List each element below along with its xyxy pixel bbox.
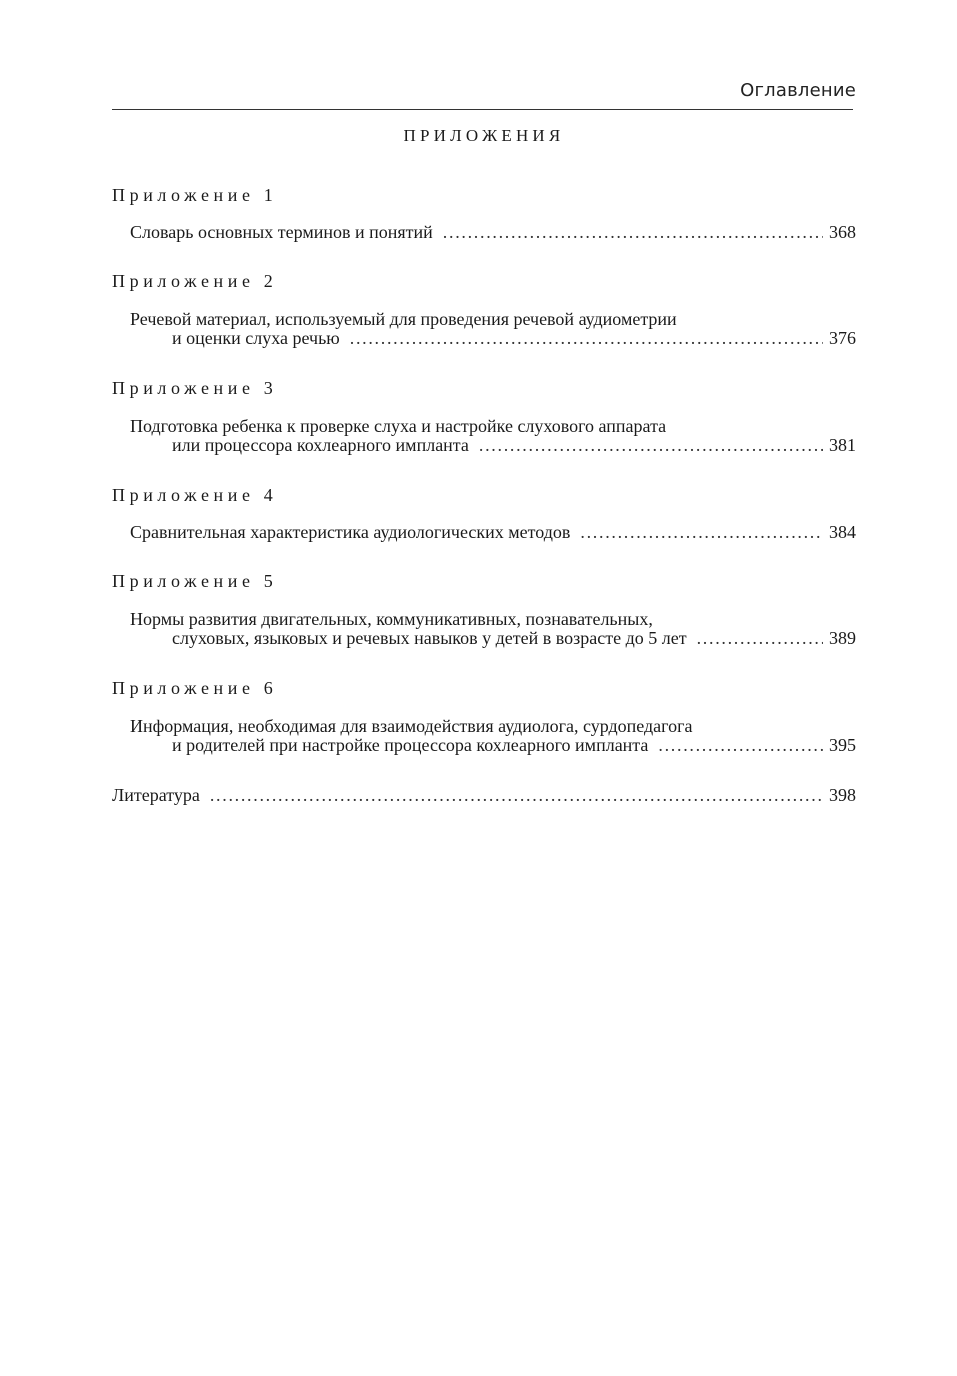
toc-entry-title-cont: и родителей при настройке процессора кохлеарного импланта <box>172 735 649 755</box>
dot-leader <box>350 329 823 348</box>
appendix-3-heading: Приложение 3 <box>112 378 278 398</box>
dot-leader <box>479 436 823 455</box>
running-head: Оглавление <box>740 80 856 101</box>
toc-entry-title: Информация, необходимая для взаимодействия аудиолога, сурдопедагога <box>130 716 693 736</box>
toc-entry-appendix-1[interactable] <box>130 223 856 242</box>
toc-entry-title: Литература <box>112 785 200 805</box>
toc-entry-appendix-6[interactable] <box>130 717 856 755</box>
appendix-4-heading: Приложение 4 <box>112 485 278 505</box>
toc-entry-title-cont: или процессора кохлеарного импланта <box>172 435 469 455</box>
toc-entry-literature[interactable] <box>112 786 856 805</box>
toc-entry-appendix-4[interactable] <box>130 523 856 542</box>
toc-entry-title: Словарь основных терминов и понятий <box>130 222 433 242</box>
page-number: 381 <box>829 435 856 455</box>
toc-entry-title: Нормы развития двигательных, коммуникативных, познавательных, <box>130 609 653 629</box>
page-number: 376 <box>829 328 856 348</box>
page-number: 384 <box>829 522 856 542</box>
dot-leader <box>580 523 823 542</box>
toc-entry-appendix-5[interactable] <box>130 610 856 648</box>
toc-entry-title-cont: слуховых, языковых и речевых навыков у детей в возрасте до 5 лет <box>172 628 687 648</box>
toc-entry-title: Подготовка ребенка к проверке слуха и настройке слухового аппарата <box>130 416 667 436</box>
page-number: 398 <box>829 785 856 805</box>
page-number: 368 <box>829 222 856 242</box>
toc-entry-title: Речевой материал, используемый для проведения речевой аудиометрии <box>130 309 677 329</box>
toc-entry-appendix-3[interactable] <box>130 417 856 455</box>
toc-entry-title-cont: и оценки слуха речью <box>172 328 340 348</box>
page-number: 395 <box>829 735 856 755</box>
appendix-1-heading: Приложение 1 <box>112 185 278 205</box>
dot-leader <box>658 736 823 755</box>
dot-leader <box>210 786 823 805</box>
section-title: ПРИЛОЖЕНИЯ <box>403 126 565 145</box>
toc-entry-appendix-2[interactable] <box>130 310 856 348</box>
header-rule <box>112 109 853 110</box>
appendix-5-heading: Приложение 5 <box>112 571 278 591</box>
toc-entry-title: Сравнительная характеристика аудиологических методов <box>130 522 571 542</box>
dot-leader <box>697 629 823 648</box>
appendix-2-heading: Приложение 2 <box>112 271 278 291</box>
dot-leader <box>443 223 823 242</box>
appendix-6-heading: Приложение 6 <box>112 678 278 698</box>
page-number: 389 <box>829 628 856 648</box>
